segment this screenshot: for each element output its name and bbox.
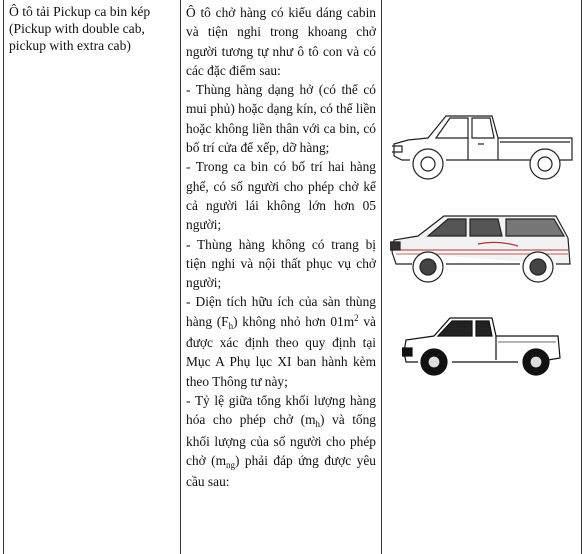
description-item-3: - Thùng hàng không có trang bị tiện nghi và nội thất phục vụ chở người; xyxy=(186,236,376,291)
table-border-col2 xyxy=(381,0,382,554)
table-border-left xyxy=(3,0,4,554)
vehicle-type-name: Ô tô tải Pickup ca bin kép xyxy=(9,4,151,19)
vehicle-type-cell xyxy=(9,3,179,55)
description-item-2: - Trong ca bin có bố trí hai hàng ghế, có số người cho phép chở kể cả người lái không lớn hơn 05 người; xyxy=(186,159,376,233)
table-border-col1 xyxy=(180,0,181,554)
table-border-right xyxy=(581,0,582,554)
description-intro: Ô tô chở hàng có kiểu dáng cabin và tiện nghi trong khoang chở người tương tự như ô tô con và có các đặc điểm sau: xyxy=(186,5,376,78)
pickup-truck-line-drawing xyxy=(388,108,578,188)
description-item-5: - Tỷ lệ giữa tổng khối lượng hàng hóa cho phép chở $(m_h)$ và tổng khối lượng của số người cho phép chở $(m_{ng})$ phải đáp ứng được yêu cầu sau: xyxy=(186,392,377,490)
description-cell xyxy=(186,3,376,491)
pickup-with-canopy-drawing xyxy=(388,210,578,290)
vehicle-type-english: (Pickup with double cab, pickup with extra cab) xyxy=(9,21,145,54)
description-item-1: - Thùng hàng dạng hở (có thể có mui phủ) hoặc dạng kín, có thể liền hoặc không liền thân với ca bin, có bố trí cửa để xếp, dỡ hàng; xyxy=(186,82,376,156)
white-pickup-photo xyxy=(388,312,578,382)
description-item-4: - Diện tích hữu ích của sàn thùng hàng $(F_h)$ không nhỏ hơn $01m^2$ và được xác định theo quy định tại Mục A Phụ lục XI ban hành kèm theo Thông tư này; xyxy=(186,294,376,389)
